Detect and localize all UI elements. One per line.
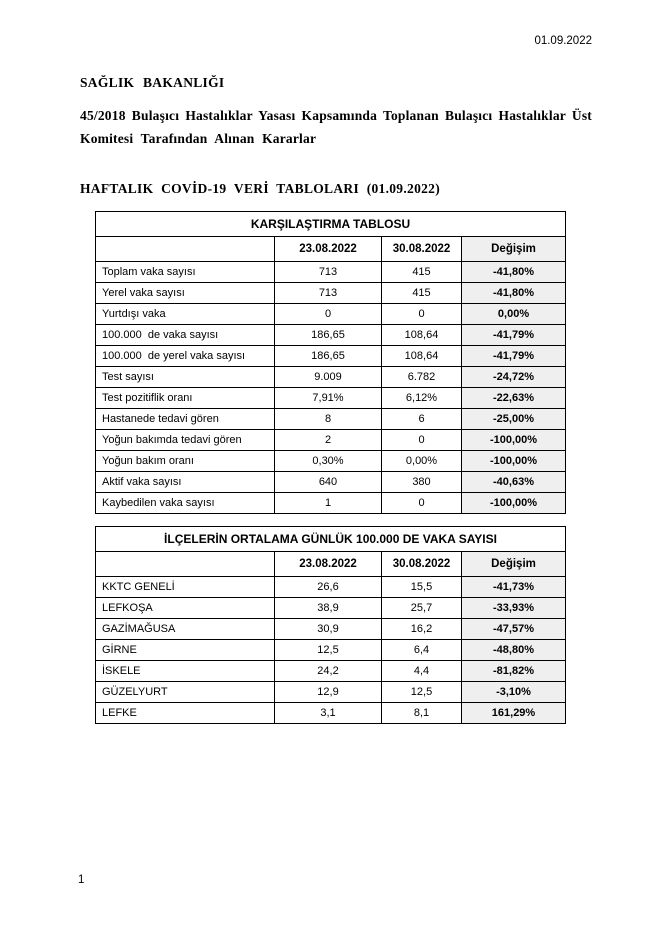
comparison-table-header-row xyxy=(96,237,566,262)
table-row xyxy=(96,493,566,514)
table-row xyxy=(96,598,566,619)
column-header-date2: 30.08.2022 xyxy=(382,237,462,262)
table-row xyxy=(96,346,566,367)
comparison-table-title: KARŞILAŞTIRMA TABLOSU xyxy=(96,212,566,237)
value-cell: 16,2 xyxy=(382,619,462,640)
table-row xyxy=(96,304,566,325)
comparison-table xyxy=(95,211,566,514)
empty-header-cell xyxy=(96,552,275,577)
table-row xyxy=(96,619,566,640)
change-cell: -100,00% xyxy=(462,493,566,514)
table-row xyxy=(96,577,566,598)
value-cell: 38,9 xyxy=(275,598,382,619)
change-cell: -100,00% xyxy=(462,451,566,472)
row-label: GİRNE xyxy=(96,640,275,661)
change-cell: -40,63% xyxy=(462,472,566,493)
change-cell: -41,80% xyxy=(462,262,566,283)
row-label: LEFKE xyxy=(96,703,275,724)
district-table-title-row xyxy=(96,527,566,552)
value-cell: 640 xyxy=(275,472,382,493)
column-header-date1: 23.08.2022 xyxy=(275,552,382,577)
change-cell: -3,10% xyxy=(462,682,566,703)
value-cell: 415 xyxy=(382,262,462,283)
law-paragraph xyxy=(80,104,592,150)
value-cell: 7,91% xyxy=(275,388,382,409)
value-cell: 6,4 xyxy=(382,640,462,661)
value-cell: 6,12% xyxy=(382,388,462,409)
row-label: Kaybedilen vaka sayısı xyxy=(96,493,275,514)
table-row xyxy=(96,640,566,661)
change-cell: -47,57% xyxy=(462,619,566,640)
value-cell: 12,5 xyxy=(275,640,382,661)
table-row xyxy=(96,661,566,682)
value-cell: 6 xyxy=(382,409,462,430)
page-number: 1 xyxy=(78,874,85,886)
change-cell: -25,00% xyxy=(462,409,566,430)
value-cell: 15,5 xyxy=(382,577,462,598)
value-cell: 8,1 xyxy=(382,703,462,724)
row-label: Test pozitiflik oranı xyxy=(96,388,275,409)
table-row xyxy=(96,472,566,493)
table-row xyxy=(96,409,566,430)
report-title: HAFTALIK COVİD-19 VERİ TABLOLARI (01.09.2022) xyxy=(80,181,441,196)
table-row xyxy=(96,451,566,472)
row-label: Aktif vaka sayısı xyxy=(96,472,275,493)
law-paragraph-line2: Komitesi Tarafından Alınan Kararlar xyxy=(80,131,317,146)
row-label: Yerel vaka sayısı xyxy=(96,283,275,304)
value-cell: 8 xyxy=(275,409,382,430)
value-cell: 108,64 xyxy=(382,346,462,367)
value-cell: 2 xyxy=(275,430,382,451)
value-cell: 26,6 xyxy=(275,577,382,598)
value-cell: 0 xyxy=(382,430,462,451)
row-label: GAZİMAĞUSA xyxy=(96,619,275,640)
column-header-date2: 30.08.2022 xyxy=(382,552,462,577)
value-cell: 0,30% xyxy=(275,451,382,472)
row-label: Hastanede tedavi gören xyxy=(96,409,275,430)
ministry-heading: SAĞLIK BAKANLIĞI xyxy=(80,75,225,90)
row-label: 100.000 de vaka sayısı xyxy=(96,325,275,346)
value-cell: 0 xyxy=(382,304,462,325)
table-row xyxy=(96,430,566,451)
law-paragraph-line1: 45/2018 Bulaşıcı Hastalıklar Yasası Kapsamında Toplanan Bulaşıcı Hastalıklar Üst xyxy=(80,108,592,123)
empty-header-cell xyxy=(96,237,275,262)
table-row xyxy=(96,283,566,304)
table-row xyxy=(96,682,566,703)
row-label: GÜZELYURT xyxy=(96,682,275,703)
value-cell: 415 xyxy=(382,283,462,304)
value-cell: 25,7 xyxy=(382,598,462,619)
table-row xyxy=(96,388,566,409)
change-cell: -41,79% xyxy=(462,325,566,346)
change-cell: -24,72% xyxy=(462,367,566,388)
row-label: LEFKOŞA xyxy=(96,598,275,619)
value-cell: 9.009 xyxy=(275,367,382,388)
district-table-header-row xyxy=(96,552,566,577)
column-header-date1: 23.08.2022 xyxy=(275,237,382,262)
value-cell: 1 xyxy=(275,493,382,514)
value-cell: 6.782 xyxy=(382,367,462,388)
district-table-title: İLÇELERİN ORTALAMA GÜNLÜK 100.000 DE VAKA SAYISI xyxy=(96,527,566,552)
value-cell: 713 xyxy=(275,262,382,283)
value-cell: 186,65 xyxy=(275,346,382,367)
change-cell: 0,00% xyxy=(462,304,566,325)
value-cell: 108,64 xyxy=(382,325,462,346)
column-header-change: Değişim xyxy=(462,552,566,577)
row-label: Yoğun bakım oranı xyxy=(96,451,275,472)
document-date: 01.09.2022 xyxy=(534,35,592,47)
value-cell: 30,9 xyxy=(275,619,382,640)
row-label: Yurtdışı vaka xyxy=(96,304,275,325)
change-cell: -41,80% xyxy=(462,283,566,304)
change-cell: -33,93% xyxy=(462,598,566,619)
change-cell: -41,73% xyxy=(462,577,566,598)
row-label: Test sayısı xyxy=(96,367,275,388)
value-cell: 12,9 xyxy=(275,682,382,703)
district-table xyxy=(95,526,566,724)
row-label: Toplam vaka sayısı xyxy=(96,262,275,283)
table-row xyxy=(96,262,566,283)
column-header-change: Değişim xyxy=(462,237,566,262)
value-cell: 4,4 xyxy=(382,661,462,682)
row-label: 100.000 de yerel vaka sayısı xyxy=(96,346,275,367)
value-cell: 186,65 xyxy=(275,325,382,346)
value-cell: 12,5 xyxy=(382,682,462,703)
change-cell: -100,00% xyxy=(462,430,566,451)
value-cell: 24,2 xyxy=(275,661,382,682)
row-label: Yoğun bakımda tedavi gören xyxy=(96,430,275,451)
comparison-table-title-row xyxy=(96,212,566,237)
value-cell: 0,00% xyxy=(382,451,462,472)
row-label: KKTC GENELİ xyxy=(96,577,275,598)
value-cell: 713 xyxy=(275,283,382,304)
row-label: İSKELE xyxy=(96,661,275,682)
value-cell: 3,1 xyxy=(275,703,382,724)
change-cell: -81,82% xyxy=(462,661,566,682)
table-row xyxy=(96,703,566,724)
change-cell: 161,29% xyxy=(462,703,566,724)
table-row xyxy=(96,325,566,346)
table-row xyxy=(96,367,566,388)
value-cell: 0 xyxy=(382,493,462,514)
value-cell: 380 xyxy=(382,472,462,493)
change-cell: -41,79% xyxy=(462,346,566,367)
change-cell: -22,63% xyxy=(462,388,566,409)
value-cell: 0 xyxy=(275,304,382,325)
change-cell: -48,80% xyxy=(462,640,566,661)
